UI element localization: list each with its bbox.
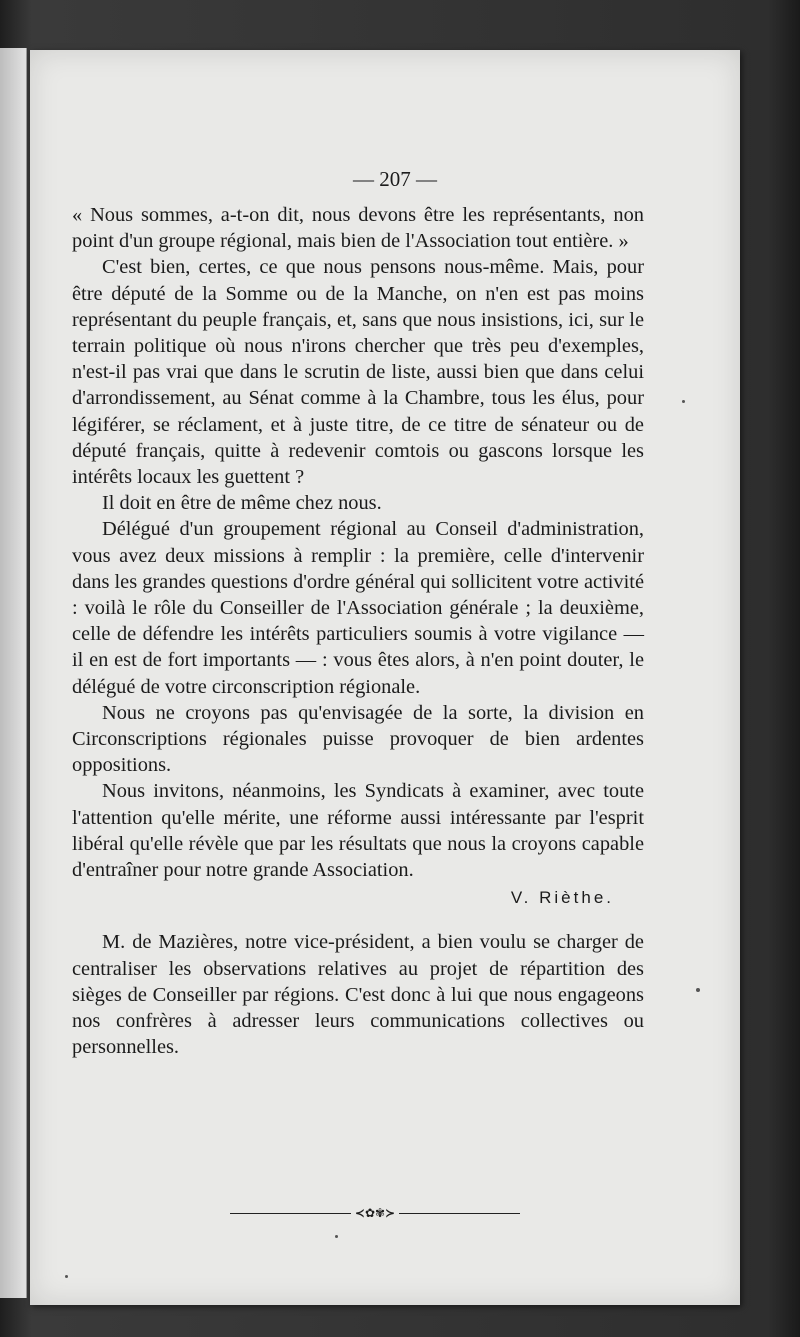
closing-paragraph: M. de Mazières, notre vice-président, a bien voulu se charger de centraliser les observations relatives au projet de répartition des sièges de Conseiller par régions. C'est donc à lui que nous engageons nos confrères à adresser leurs communications collectives ou personnelles. bbox=[72, 931, 644, 1059]
rule-line-left bbox=[230, 1213, 351, 1214]
paper-speck bbox=[696, 988, 700, 992]
paragraph: Nous ne croyons pas qu'envisagée de la sorte, la division en Circonscriptions régionales puisse provoquer de bien ardentes oppositions. bbox=[72, 701, 644, 777]
page-number: — 207 — bbox=[353, 167, 437, 191]
paragraph: C'est bien, certes, ce que nous pensons nous-même. Mais, pour être député de la Somme ou de la Manche, on n'en est pas moins représentant du peuple français, et, sans que nous insistions, ici, sur le terrain politique où nous n'irons chercher que très peu d'exemples, n'est-il pas vrai que dans le scrutin de liste, aussi bien que dans celui d'arrondissement, au Sénat comme à la Chambre, tous les élus, pour légiférer, se réclament, et à juste titre, de ce titre de sénateur ou de député français, quitte à redevenir comtois ou gascons lorsque les intérêts locaux les guettent ? bbox=[72, 256, 644, 489]
book-page bbox=[30, 50, 740, 1305]
rule-line-right bbox=[399, 1213, 520, 1214]
body-text bbox=[72, 202, 644, 1061]
paragraph: Il doit en être de même chez nous. bbox=[102, 492, 382, 515]
paper-speck bbox=[335, 1235, 338, 1238]
fleuron-ornament: ≺✿✾≻ bbox=[354, 1206, 396, 1220]
paragraph: Délégué d'un groupement régional au Conseil d'administration, vous avez deux missions à remplir : la première, celle d'intervenir dans les grandes questions d'ordre général qui sollicitent votre activité : voilà le rôle du Conseiller de l'Association générale ; la deuxième, celle de défendre les intérêts particuliers soumis à votre vigilance — il en est de fort importants — : vous êtes alors, à n'en point douter, le délégué de votre circonscription régionale. bbox=[72, 518, 644, 698]
paper-speck bbox=[65, 1275, 68, 1278]
author-signature: V. Rièthe. bbox=[510, 888, 614, 908]
paragraph-quote: « Nous sommes, a-t-on dit, nous devons être les représentants, non point d'un groupe régional, mais bien de l'Association tout entière. » bbox=[72, 204, 644, 253]
paper-speck bbox=[682, 400, 685, 403]
previous-page-edge bbox=[0, 48, 27, 1298]
ornamental-rule bbox=[230, 1207, 520, 1219]
paragraph: Nous invitons, néanmoins, les Syndicats à examiner, avec toute l'attention qu'elle mérite, une réforme aussi intéressante par l'esprit libéral qu'elle révèle que par les résultats que nous la croyons capable d'entraîner pour notre grande Association. bbox=[72, 780, 644, 882]
